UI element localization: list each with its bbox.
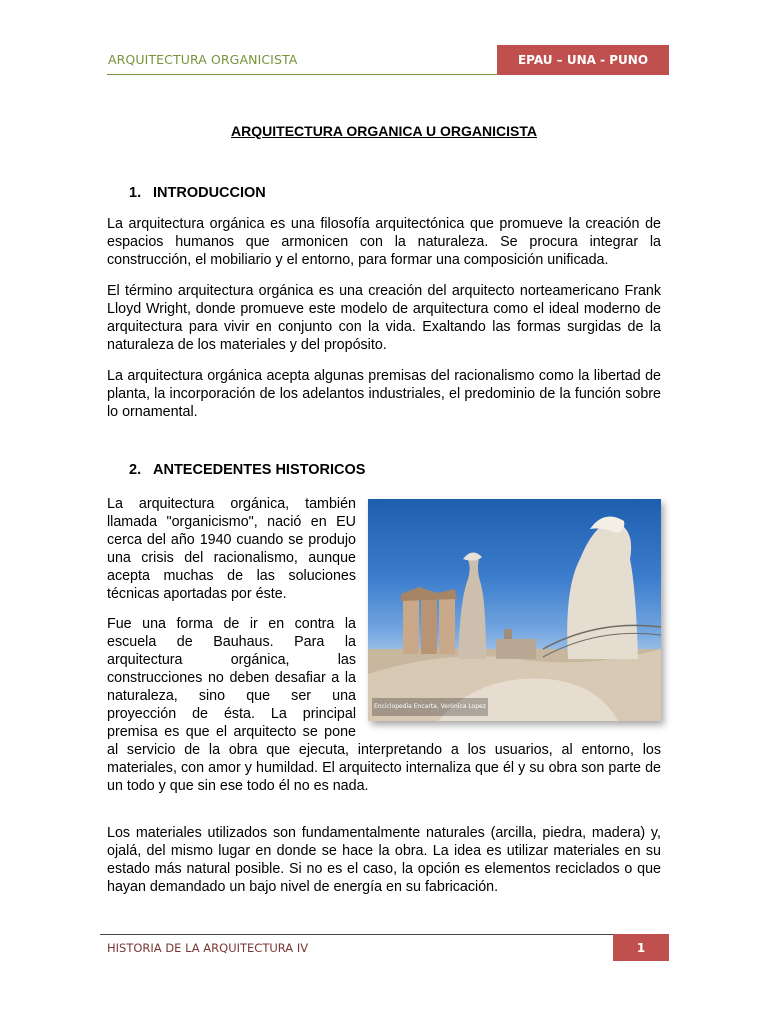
document-title: ARQUITECTURA ORGANICA U ORGANICISTA (231, 123, 537, 139)
section-heading-text: INTRODUCCION (153, 185, 266, 201)
section-heading-text: ANTECEDENTES HISTORICOS (153, 462, 366, 478)
chimney (421, 599, 437, 654)
tower (458, 555, 486, 659)
header-badge: EPAU – UNA - PUNO (497, 45, 669, 75)
footer-rule (100, 934, 613, 935)
header-rule (107, 74, 497, 75)
roof-structure (504, 629, 512, 639)
chimney-tops (401, 587, 457, 601)
footer-title: HISTORIA DE LA ARQUITECTURA IV (107, 941, 309, 955)
paragraph: Los materiales utilizados son fundamentalmente naturales (arcilla, piedra, madera) y, ojalá, del mismo lugar en donde se hace la obra. La idea es utilizar materiales en su estado más natural posible. Si no es el caso, la opción es elementos reciclados o que hayan demandado un bajo nivel de energía en su fabricación. (107, 825, 661, 895)
section-heading-introduccion (129, 185, 266, 201)
section-heading-antecedentes (129, 462, 365, 478)
paragraph: La arquitectura orgánica es una filosofía arquitectónica que promueve la creación de espacios humanos que armonicen con la naturaleza. Se procura integrar la construcción, el mobiliario y el entorno, para formar una composición unificada. (107, 216, 661, 268)
image-credit: Enciclopedia Encarta, Verónica Lopez (372, 698, 488, 716)
section-number: 1. (129, 185, 142, 201)
page-number: 1 (613, 934, 669, 961)
chimney (403, 594, 419, 654)
sculpted-chimney (567, 522, 638, 659)
rooftop-chimneys-illustration (368, 499, 661, 721)
section-number: 2. (129, 462, 142, 478)
roof-structure (496, 639, 536, 659)
header-title: ARQUITECTURA ORGANICISTA (108, 52, 298, 67)
paragraph: La arquitectura orgánica, también llamada "organicismo", nació en EU cerca del año 1940 cuando se produjo una crisis del racionalismo, aunque acepta muchas de las soluciones técnicas aportadas por éste. (107, 496, 356, 602)
chimney (439, 597, 455, 654)
paragraph: El término arquitectura orgánica es una creación del arquitecto norteamericano Frank Lloyd Wright, donde promueve este modelo de arquitectura como el ideal moderno de arquitectura para vivir en conjunto con la vida. Exaltando las formas surgidas de la naturaleza de los materiales y del propósito. (107, 283, 661, 353)
tower-cap (463, 552, 482, 560)
paragraph: La arquitectura orgánica acepta algunas premisas del racionalismo como la libertad de planta, la incorporación de los adelantos industriales, el predominio de la función sobre lo ornamental. (107, 368, 661, 420)
paragraph: Fue una forma de ir en contra la escuela de Bauhaus. Para la arquitectura orgánica, las construcciones no deben desafiar a la naturaleza, sino que ser una proyección de ésta. La principal premisa es que el arquitecto se pone al servicio de la obra que ejecuta, interpretando a los usuarios, al entorno, los materiales, con amor y humildad. El arquitecto internaliza que él y su obra son parte de un todo y que sin ese todo él no es nada. (107, 616, 661, 794)
text-with-figure (107, 495, 661, 795)
figure-image (368, 499, 661, 721)
